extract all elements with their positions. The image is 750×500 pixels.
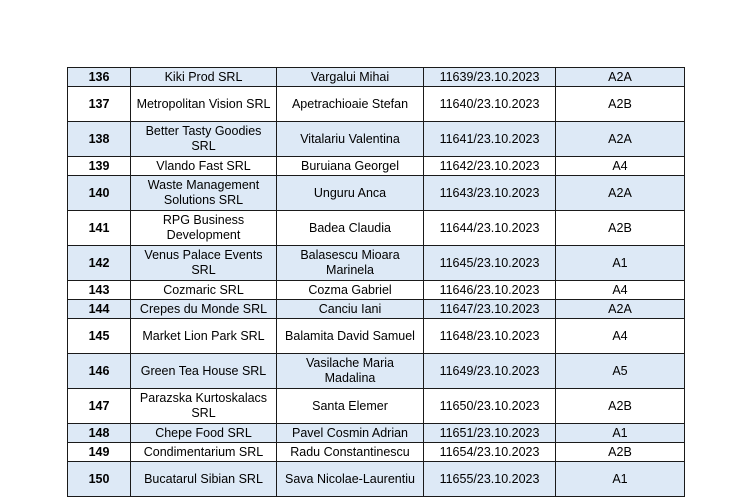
table-row bbox=[68, 176, 685, 211]
row-number bbox=[68, 354, 131, 389]
row-number-text: 145 bbox=[88, 328, 110, 343]
person-name-cell-text: Radu Constantinescu bbox=[290, 444, 410, 459]
table-row bbox=[68, 157, 685, 176]
registration-number-cell bbox=[424, 246, 556, 281]
person-name-cell-text: Unguru Anca bbox=[313, 185, 387, 200]
class-code-cell-text: A1 bbox=[612, 255, 628, 270]
person-name-cell bbox=[277, 443, 424, 462]
person-name-cell-text: Santa Elemer bbox=[312, 398, 388, 413]
row-number-text: 148 bbox=[88, 425, 110, 440]
company-name-cell-text: Crepes du Monde SRL bbox=[139, 301, 268, 316]
company-name-cell-text: Chepe Food SRL bbox=[155, 425, 252, 440]
class-code-cell-text: A4 bbox=[612, 158, 628, 173]
class-code-cell bbox=[556, 122, 685, 157]
class-code-cell bbox=[556, 319, 685, 354]
table-row bbox=[68, 211, 685, 246]
person-name-cell-text: Balamita David Samuel bbox=[285, 328, 415, 343]
registration-number-cell bbox=[424, 157, 556, 176]
company-name-cell-text: Condimentarium SRL bbox=[143, 444, 264, 459]
class-code-cell bbox=[556, 281, 685, 300]
person-name-cell bbox=[277, 157, 424, 176]
company-name-cell bbox=[131, 462, 277, 497]
registration-number-cell bbox=[424, 424, 556, 443]
person-name-cell bbox=[277, 211, 424, 246]
company-name-cell bbox=[131, 319, 277, 354]
registration-number-cell bbox=[424, 354, 556, 389]
company-name-cell bbox=[131, 300, 277, 319]
person-name-cell bbox=[277, 68, 424, 87]
company-name-cell bbox=[131, 122, 277, 157]
class-code-cell-text: A4 bbox=[612, 328, 628, 343]
registration-number-cell-text: 11646/23.10.2023 bbox=[439, 282, 540, 297]
person-name-cell-text: Badea Claudia bbox=[308, 220, 391, 235]
row-number-text: 138 bbox=[88, 131, 110, 146]
person-name-cell-text: Canciu Iani bbox=[318, 301, 382, 316]
table-row bbox=[68, 122, 685, 157]
registration-number-cell-text: 11654/23.10.2023 bbox=[439, 444, 540, 459]
person-name-cell bbox=[277, 319, 424, 354]
company-name-cell-text: Kiki Prod SRL bbox=[164, 69, 243, 84]
person-name-cell bbox=[277, 246, 424, 281]
company-name-cell-text: Market Lion Park SRL bbox=[142, 328, 265, 343]
company-name-cell-text: Bucatarul Sibian SRL bbox=[144, 471, 263, 486]
person-name-cell-text: Sava Nicolae-Laurentiu bbox=[285, 471, 415, 486]
company-name-cell-text: Cozmaric SRL bbox=[163, 282, 244, 297]
row-number bbox=[68, 122, 131, 157]
company-name-cell bbox=[131, 389, 277, 424]
row-number bbox=[68, 211, 131, 246]
class-code-cell bbox=[556, 462, 685, 497]
company-name-cell-text: Waste Management Solutions SRL bbox=[147, 178, 260, 207]
row-number-text: 142 bbox=[88, 255, 110, 270]
class-code-cell bbox=[556, 389, 685, 424]
person-name-cell bbox=[277, 424, 424, 443]
class-code-cell-text: A5 bbox=[612, 363, 628, 378]
row-number-text: 140 bbox=[88, 185, 110, 200]
table-row bbox=[68, 462, 685, 497]
company-name-cell-text: Better Tasty Goodies SRL bbox=[145, 124, 262, 153]
class-code-cell bbox=[556, 157, 685, 176]
table-row bbox=[68, 281, 685, 300]
registration-number-cell-text: 11639/23.10.2023 bbox=[439, 69, 540, 84]
person-name-cell-text: Cozma Gabriel bbox=[308, 282, 392, 297]
registration-number-cell-text: 11655/23.10.2023 bbox=[439, 471, 540, 486]
row-number bbox=[68, 319, 131, 354]
registration-number-cell bbox=[424, 211, 556, 246]
registration-number-cell-text: 11641/23.10.2023 bbox=[439, 131, 540, 146]
class-code-cell-text: A4 bbox=[612, 282, 628, 297]
class-code-cell-text: A2A bbox=[608, 131, 632, 146]
registration-number-cell-text: 11645/23.10.2023 bbox=[439, 255, 540, 270]
row-number-text: 146 bbox=[88, 363, 110, 378]
table-row bbox=[68, 68, 685, 87]
class-code-cell-text: A2B bbox=[608, 398, 632, 413]
company-name-cell-text: Green Tea House SRL bbox=[140, 363, 267, 378]
person-name-cell-text: Pavel Cosmin Adrian bbox=[291, 425, 409, 440]
person-name-cell bbox=[277, 87, 424, 122]
registration-number-cell bbox=[424, 68, 556, 87]
person-name-cell-text: Buruiana Georgel bbox=[301, 158, 399, 173]
person-name-cell bbox=[277, 281, 424, 300]
class-code-cell bbox=[556, 68, 685, 87]
row-number bbox=[68, 300, 131, 319]
company-name-cell bbox=[131, 246, 277, 281]
person-name-cell bbox=[277, 176, 424, 211]
row-number-text: 143 bbox=[88, 282, 110, 297]
person-name-cell-text: Balasescu Mioara Marinela bbox=[300, 248, 400, 277]
person-name-cell bbox=[277, 354, 424, 389]
class-code-cell bbox=[556, 354, 685, 389]
row-number bbox=[68, 246, 131, 281]
registration-number-cell-text: 11651/23.10.2023 bbox=[439, 425, 540, 440]
person-name-cell bbox=[277, 462, 424, 497]
registration-number-cell-text: 11649/23.10.2023 bbox=[439, 363, 540, 378]
registration-number-cell bbox=[424, 319, 556, 354]
company-name-cell-text: Venus Palace Events SRL bbox=[144, 248, 263, 277]
company-name-cell bbox=[131, 281, 277, 300]
person-name-cell-text: Apetrachioaie Stefan bbox=[291, 96, 409, 111]
company-name-cell-text: Parazska Kurtoskalacs SRL bbox=[139, 391, 268, 420]
row-number-text: 147 bbox=[88, 398, 110, 413]
person-name-cell bbox=[277, 300, 424, 319]
company-name-cell bbox=[131, 176, 277, 211]
company-name-cell-text: Metropolitan Vision SRL bbox=[136, 96, 271, 111]
company-name-cell bbox=[131, 354, 277, 389]
row-number bbox=[68, 87, 131, 122]
class-code-cell bbox=[556, 87, 685, 122]
row-number-text: 141 bbox=[88, 220, 110, 235]
company-name-cell-text: Vlando Fast SRL bbox=[156, 158, 251, 173]
registration-number-cell-text: 11650/23.10.2023 bbox=[439, 398, 540, 413]
registration-number-cell-text: 11640/23.10.2023 bbox=[439, 96, 540, 111]
row-number bbox=[68, 157, 131, 176]
table-row bbox=[68, 87, 685, 122]
company-name-cell bbox=[131, 157, 277, 176]
registration-number-cell bbox=[424, 389, 556, 424]
row-number bbox=[68, 462, 131, 497]
row-number bbox=[68, 176, 131, 211]
class-code-cell bbox=[556, 443, 685, 462]
registration-number-cell-text: 11644/23.10.2023 bbox=[439, 220, 540, 235]
row-number-text: 149 bbox=[88, 444, 110, 459]
person-name-cell-text: Vasilache Maria Madalina bbox=[305, 356, 394, 385]
registry-table-body bbox=[68, 68, 685, 497]
class-code-cell-text: A2A bbox=[608, 69, 632, 84]
class-code-cell-text: A1 bbox=[612, 471, 628, 486]
registry-table bbox=[67, 67, 685, 497]
class-code-cell-text: A2A bbox=[608, 185, 632, 200]
table-row bbox=[68, 319, 685, 354]
row-number-text: 150 bbox=[88, 471, 110, 486]
class-code-cell-text: A2B bbox=[608, 444, 632, 459]
class-code-cell-text: A1 bbox=[612, 425, 628, 440]
class-code-cell bbox=[556, 176, 685, 211]
registration-number-cell bbox=[424, 87, 556, 122]
registration-number-cell bbox=[424, 462, 556, 497]
company-name-cell bbox=[131, 424, 277, 443]
row-number bbox=[68, 424, 131, 443]
row-number-text: 144 bbox=[88, 301, 110, 316]
registration-number-cell-text: 11647/23.10.2023 bbox=[439, 301, 540, 316]
row-number bbox=[68, 281, 131, 300]
registration-number-cell bbox=[424, 122, 556, 157]
registration-number-cell-text: 11642/23.10.2023 bbox=[439, 158, 540, 173]
company-name-cell bbox=[131, 87, 277, 122]
table-row bbox=[68, 300, 685, 319]
class-code-cell bbox=[556, 300, 685, 319]
registration-number-cell bbox=[424, 443, 556, 462]
table-row bbox=[68, 389, 685, 424]
table-row bbox=[68, 424, 685, 443]
company-name-cell bbox=[131, 68, 277, 87]
row-number bbox=[68, 389, 131, 424]
class-code-cell bbox=[556, 424, 685, 443]
table-row bbox=[68, 443, 685, 462]
person-name-cell bbox=[277, 389, 424, 424]
registration-number-cell-text: 11643/23.10.2023 bbox=[439, 185, 540, 200]
row-number-text: 139 bbox=[88, 158, 110, 173]
row-number bbox=[68, 68, 131, 87]
company-name-cell bbox=[131, 211, 277, 246]
person-name-cell bbox=[277, 122, 424, 157]
row-number bbox=[68, 443, 131, 462]
registration-number-cell bbox=[424, 281, 556, 300]
table-row bbox=[68, 246, 685, 281]
company-name-cell-text: RPG Business Development bbox=[162, 213, 245, 242]
class-code-cell bbox=[556, 211, 685, 246]
class-code-cell-text: A2B bbox=[608, 220, 632, 235]
table-row bbox=[68, 354, 685, 389]
person-name-cell-text: Vargalui Mihai bbox=[310, 69, 390, 84]
person-name-cell-text: Vitalariu Valentina bbox=[300, 131, 400, 146]
registration-number-cell bbox=[424, 176, 556, 211]
class-code-cell bbox=[556, 246, 685, 281]
class-code-cell-text: A2A bbox=[608, 301, 632, 316]
company-name-cell bbox=[131, 443, 277, 462]
row-number-text: 137 bbox=[88, 96, 110, 111]
registration-number-cell-text: 11648/23.10.2023 bbox=[439, 328, 540, 343]
class-code-cell-text: A2B bbox=[608, 96, 632, 111]
registration-number-cell bbox=[424, 300, 556, 319]
row-number-text: 136 bbox=[88, 69, 110, 84]
